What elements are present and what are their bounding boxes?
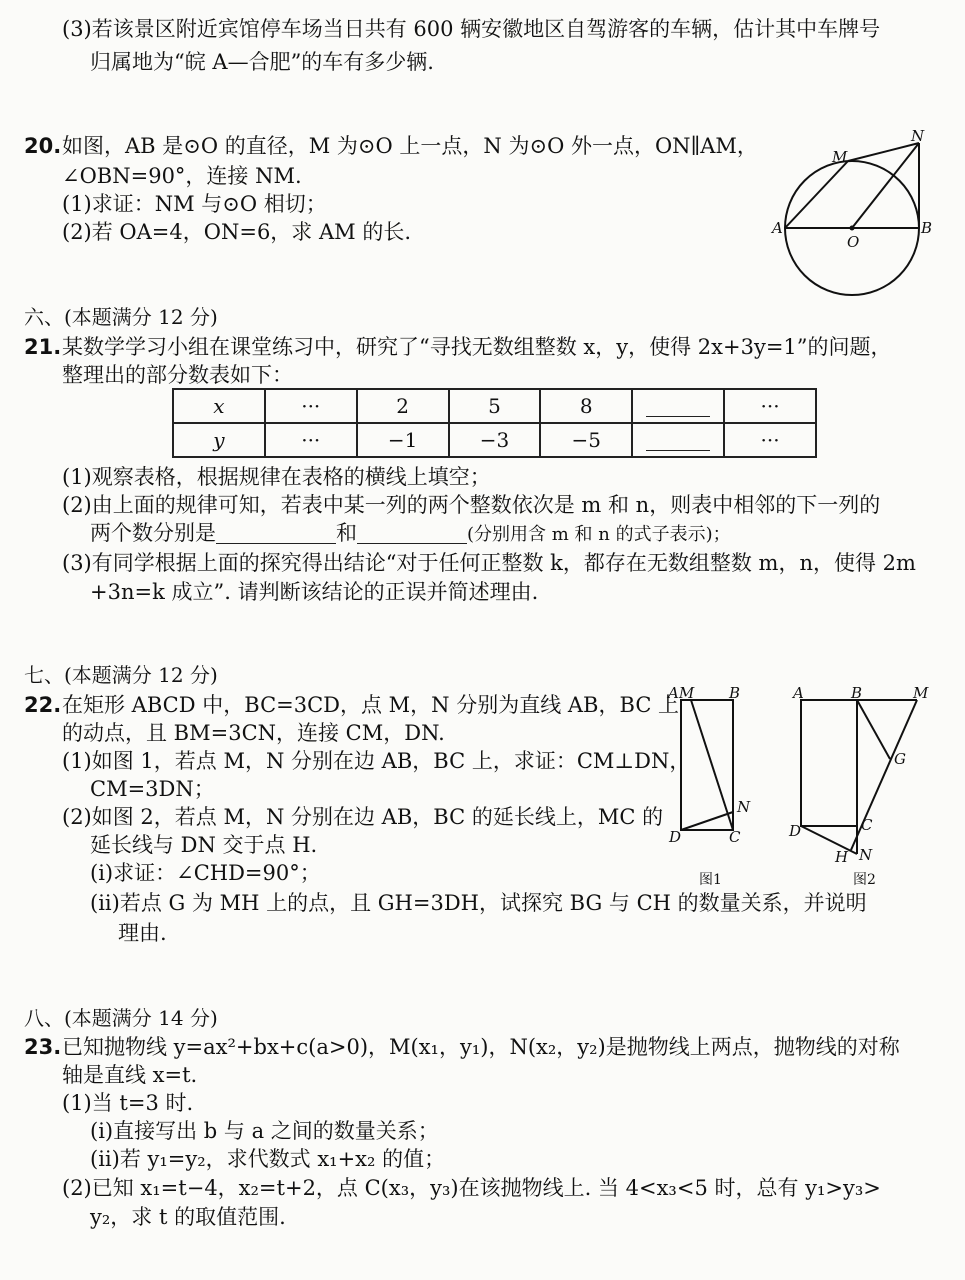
label-a: A [772, 219, 783, 237]
q21-part2-line1: (2)由上面的规律可知，若表中某一列的两个整数依次是 m 和 n，则表中相邻的下一列的 [62, 493, 881, 517]
q23-part2-line1: (2)已知 x₁=t−4，x₂=t+2，点 C(x₃，y₃)在该抛物线上. 当 4<x₃<5 时，总有 y₁>y₃> [62, 1176, 881, 1200]
q21-part2-text-a: 两个数分别是 [90, 521, 216, 545]
label-b: B [729, 684, 741, 702]
label-o: O [847, 233, 860, 251]
section6-heading: 六、(本题满分 12 分) [24, 305, 218, 329]
q23-part1-ii: (ⅱ)若 y₁=y₂，求代数式 x₁+x₂ 的值； [90, 1147, 446, 1171]
q22-part2-ii-line2: 理由. [118, 921, 167, 945]
table-cell: ··· [265, 423, 357, 457]
segment-dn [681, 812, 733, 830]
q21-line1: 某数学学习小组在课堂练习中，研究了“寻找无数组整数 x，y，使得 2x+3y=1”的问题， [62, 335, 892, 359]
label-b: B [851, 684, 863, 702]
q23-line1: 已知抛物线 y=ax²+bx+c(a>0)，M(x₁，y₁)，N(x₂，y₂)是抛物线上两点，抛物线的对称 [62, 1035, 900, 1059]
answer-blank-2 [357, 525, 467, 544]
label-b: B [921, 219, 933, 237]
q22-figure-1 [665, 684, 765, 894]
label-n: N [859, 846, 873, 864]
table-cell-blank [632, 389, 724, 423]
q22-part1-line1: (1)如图 1，若点 M，N 分别在边 AB，BC 上，求证：CM⊥DN， [62, 749, 691, 773]
q22-number: 22. [24, 693, 62, 717]
table-cell: 2 [357, 389, 449, 423]
label-n: N [911, 127, 925, 145]
q20-number: 20. [24, 134, 62, 158]
q21-part2-line2 [90, 518, 731, 550]
q22-part2-line1: (2)如图 2，若点 M，N 分别在边 AB，BC 的延长线上，MC 的 [62, 805, 664, 829]
table-cell: ··· [724, 423, 816, 457]
table-cell: ··· [724, 389, 816, 423]
q22-part2-ii-line1: (ii)若点 G 为 MH 上的点，且 GH=3DH，试探究 BG 与 CH 的数量关系，并说明 [90, 891, 867, 915]
q23-part2-line2: y₂，求 t 的取值范围. [90, 1205, 286, 1229]
label-c: C [861, 816, 873, 834]
label-d: D [789, 822, 802, 840]
table-cell: 5 [449, 389, 541, 423]
answer-blank-1 [216, 525, 336, 544]
q21-part1: (1)观察表格，根据规律在表格的横线上填空； [62, 465, 491, 489]
q21-part2-text-c: (分别用含 m 和 n 的式子表示)； [467, 524, 731, 545]
table-cell: x [173, 389, 265, 423]
rectangle-abcd [681, 700, 733, 830]
q22-line2: 的动点，且 BM=3CN，连接 CM，DN. [62, 721, 445, 745]
segment-dn [801, 826, 857, 854]
q20-line1: 如图，AB 是⊙O 的直径，M 为⊙O 上一点，N 为⊙O 外一点，ON∥AM， [62, 134, 758, 158]
table-cell: ··· [265, 389, 357, 423]
figure-2-caption: 图2 [853, 872, 876, 888]
segment-bg [857, 700, 890, 759]
answer-blank [646, 398, 710, 417]
q23-number: 23. [24, 1035, 62, 1059]
label-g: G [894, 750, 906, 768]
table-row-y [173, 423, 816, 457]
q20-circle-figure [770, 125, 945, 300]
q21-number: 21. [24, 335, 62, 359]
label-a: A [793, 684, 804, 702]
q20-part2: (2)若 OA=4，ON=6，求 AM 的长. [62, 220, 412, 244]
q23-line2: 轴是直线 x=t. [62, 1063, 198, 1087]
section7-heading: 七、(本题满分 12 分) [24, 663, 218, 687]
answer-blank [646, 432, 710, 451]
center-dot [850, 226, 855, 231]
q20-line2: ∠OBN=90°，连接 NM. [62, 164, 302, 188]
q23-part1: (1)当 t=3 时. [62, 1091, 194, 1115]
label-d: D [669, 828, 682, 846]
q22-figure-2 [785, 684, 935, 894]
table-cell: 8 [540, 389, 632, 423]
segment-on [852, 143, 919, 228]
q22-part2-i: (i)求证：∠CHD=90°； [90, 861, 321, 885]
label-c: C [729, 828, 741, 846]
q21-number-table [172, 388, 817, 458]
table-cell-blank [632, 423, 724, 457]
table-cell: −5 [540, 423, 632, 457]
segment-mn [848, 143, 919, 161]
q19-part3-line1: (3)若该景区附近宾馆停车场当日共有 600 辆安徽地区自驾游客的车辆，估计其中车牌号 [62, 17, 881, 41]
label-am: AM [668, 684, 695, 702]
figure-1-caption: 图1 [699, 872, 722, 888]
table-row-x [173, 389, 816, 423]
q22-part1-line2: CM=3DN； [90, 777, 215, 801]
label-h: H [835, 848, 849, 866]
section8-heading: 八、(本题满分 14 分) [24, 1006, 218, 1030]
segment-cm [691, 700, 733, 830]
table-cell: y [173, 423, 265, 457]
q19-part3-line2: 归属地为“皖 A—合肥”的车有多少辆. [90, 50, 434, 74]
q21-part2-text-b: 和 [336, 521, 357, 545]
table-cell: −1 [357, 423, 449, 457]
label-m: M [832, 148, 848, 166]
q22-line1: 在矩形 ABCD 中，BC=3CD，点 M，N 分别为直线 AB，BC 上 [62, 693, 680, 717]
rectangle-abcd [801, 700, 857, 826]
q22-part2-line2: 延长线与 DN 交于点 H. [90, 833, 318, 857]
label-m: M [913, 684, 929, 702]
q21-part3-line2: +3n=k 成立”. 请判断该结论的正误并简述理由. [90, 580, 539, 604]
q21-part3-line1: (3)有同学根据上面的探究得出结论“对于任何正整数 k，都存在无数组整数 m，n，使得 2m [62, 551, 916, 575]
q20-part1: (1)求证：NM 与⊙O 相切； [62, 192, 327, 216]
q21-line2: 整理出的部分数表如下： [62, 363, 293, 387]
label-n: N [737, 798, 751, 816]
table-cell: −3 [449, 423, 541, 457]
q23-part1-i: (ⅰ)直接写出 b 与 a 之间的数量关系； [90, 1119, 439, 1143]
